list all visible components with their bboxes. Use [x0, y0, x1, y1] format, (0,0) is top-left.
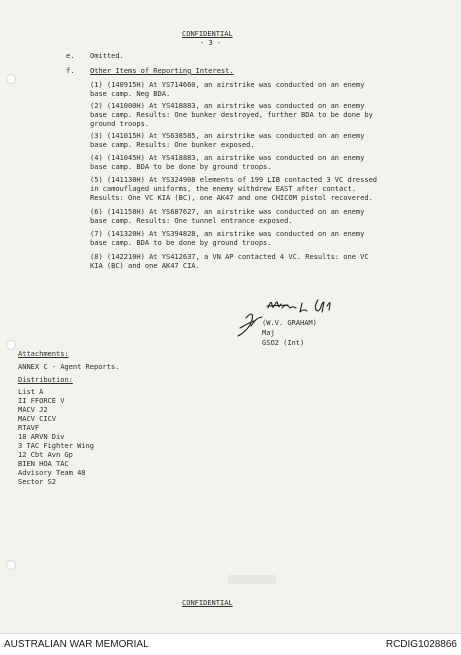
signatory-rank: Maj [262, 328, 275, 337]
entry-line: (5) (141130H) At YS324908 elements of 199 LIB contacted 3 VC dressed [90, 175, 378, 184]
entry-line: base camp. Results: One bunker destroyed, further BDA to be done by [90, 110, 373, 119]
entry-line: base camp. Results: One bunker exposed. [90, 140, 255, 149]
distribution-item: Sector S2 [18, 477, 56, 486]
distribution-item: MACV J2 [18, 405, 48, 414]
signatory-appointment: GSO2 (Int) [262, 338, 305, 347]
distribution-item: 3 TAC Fighter Wing [18, 441, 94, 450]
footer-classification: CONFIDENTIAL [182, 598, 233, 607]
page-number: - 3 - [200, 38, 222, 47]
archive-reference: RCDIG1028866 [385, 639, 457, 650]
entry-line: Results: One VC KIA (BC), one AK47 and one CHICOM pistol recovered. [90, 193, 373, 202]
item-label-f: f. [66, 66, 75, 75]
distribution-item: List A [18, 387, 44, 396]
entry-line: base camp. BDA to be done by ground troops. [90, 162, 272, 171]
entry-line: (6) (141158H) At YS687627, an airstrike was conducted on an enemy [90, 207, 365, 216]
entry-line: KIA (BC) and one AK47 CIA. [90, 261, 200, 270]
entry-line: (2) (141000H) At YS418883, an airstrike was conducted on an enemy [90, 101, 365, 110]
punch-hole [6, 340, 16, 350]
attachments-heading: Attachments: [18, 349, 69, 358]
faded-stamp [228, 575, 276, 584]
distribution-item: RTAVF [18, 423, 40, 432]
entry-line: base camp. Neg BDA. [90, 89, 171, 98]
distribution-item: MACV CICV [18, 414, 56, 423]
entry-line: (4) (141045H) At YS418883, an airstrike was conducted on an enemy [90, 153, 365, 162]
item-label-e: e. [66, 51, 75, 60]
entry-line: in camouflaged uniforms, the enemy withdrew EAST after contact. [90, 184, 356, 193]
archive-footer [0, 633, 461, 655]
punch-hole [6, 560, 16, 570]
distribution-item: 12 Cbt Avn Gp [18, 450, 73, 459]
entry-line: ground troops. [90, 119, 150, 128]
header-classification: CONFIDENTIAL [182, 29, 233, 38]
distribution-item: Advisory Team 48 [18, 468, 86, 477]
entry-line: (3) (141015H) At YS638585, an airstrike was conducted on an enemy [90, 131, 365, 140]
distribution-item: 18 ARVN Div [18, 432, 65, 441]
distribution-item: BIEN HOA TAC [18, 459, 69, 468]
punch-hole [6, 74, 16, 84]
signatory-name: (W.V. GRAHAM) [262, 318, 317, 327]
entry-line: (1) (140915H) At YS714660, an airstrike was conducted on an enemy [90, 80, 365, 89]
entry-line: (8) (142210H) At YS412637, a VN AP contacted 4 VC. Results: one VC [90, 252, 369, 261]
item-heading-reporting-interest: Other Items of Reporting Interest. [90, 66, 234, 75]
entry-line: (7) (141320H) At YS394828, an airstrike was conducted on an enemy [90, 229, 365, 238]
distribution-item: II FFORCE V [18, 396, 65, 405]
entry-line: base camp. Results: One tunnel entrance exposed. [90, 216, 293, 225]
attachment-item: ANNEX C - Agent Reports. [18, 362, 120, 371]
item-text-omitted: Omitted. [90, 51, 124, 60]
archive-institution: AUSTRALIAN WAR MEMORIAL [4, 639, 149, 650]
distribution-heading: Distribution: [18, 375, 73, 384]
entry-line: base camp. BDA to be done by ground troops. [90, 238, 272, 247]
